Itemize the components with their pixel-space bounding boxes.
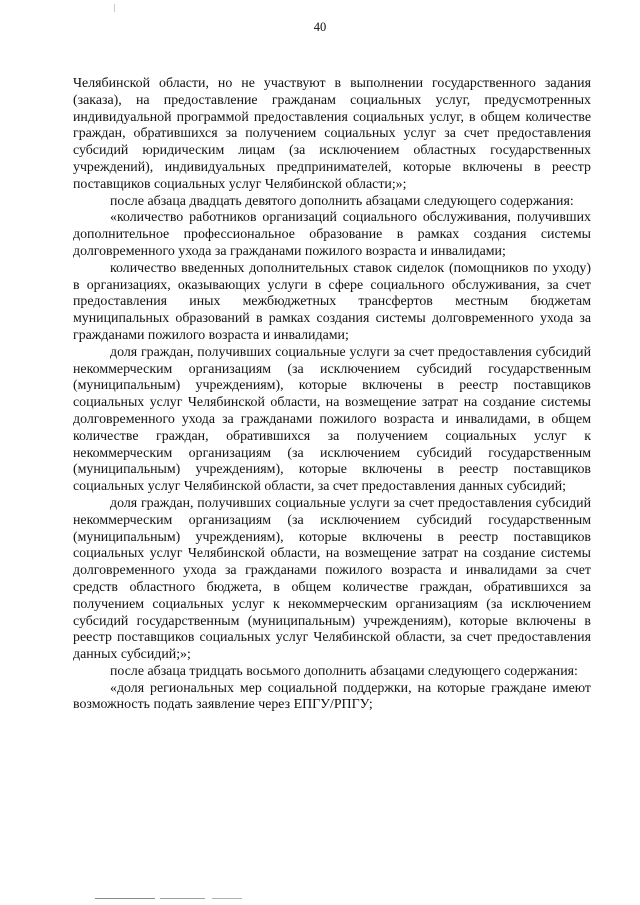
paragraph-amendment-instruction: после абзаца тридцать восьмого дополнить абзацами следующего содержания: xyxy=(110,663,578,679)
scan-mark xyxy=(114,4,115,12)
footer-scan-line xyxy=(160,898,205,899)
paragraph-indicator: количество введенных дополнительных ставок сиделок (помощников по уходу) в организациях, оказывающих услуги в сфере социального обслуживания, за счет предоставления иных межбюджетных трансфертов местным бюджетам муниципальных образований в рамках создания системы долговременного ухода за гражданами пожилого возраста и инвалидами; xyxy=(73,260,591,343)
page-number: 40 xyxy=(313,20,327,34)
paragraph-indicator: доля граждан, получивших социальные услуги за счет предоставления субсидий некоммерческим организациям (за исключением субсидий государственным (муниципальным) учреждениям), которые включены в реестр поставщиков социальных услуг Челябинской области, на возмещение затрат на создание системы долговременного ухода за гражданами пожилого возраста и инвалидами за счет средств областного бюджета, в общем количестве граждан, обратившихся за получением социальных услуг к некоммерческим организациям (за исключением субсидий государственным (муниципальным) учреждениям), которые включены в реестр поставщиков социальных услуг Челябинской области, за счет предоставления данных субсидий;»; xyxy=(73,495,591,663)
paragraph-continuation: Челябинской области, но не участвуют в выполнении государственного задания (заказа), на предоставление гражданам социальных услуг, предусмотренных индивидуальной программой предоставления социальных услуг, в общем количестве граждан, обратившихся за получением социальных услуг за счет предоставления субсидий юридическим лицам (за исключением областных государственных учреждений), индивидуальных предпринимателей, которые включены в реестр поставщиков социальных услуг Челябинской области;»; xyxy=(73,76,591,192)
paragraph-amendment-instruction: после абзаца двадцать девятого дополнить абзацами следующего содержания: xyxy=(110,193,574,209)
document-body xyxy=(73,76,591,714)
paragraph-indicator: «количество работников организаций социального обслуживания, получивших дополнительное профессиональное образование в рамках создания системы долговременного ухода за гражданами пожилого возраста и инвалидами; xyxy=(73,210,591,259)
paragraph-indicator: доля граждан, получивших социальные услуги за счет предоставления субсидий некоммерческим организациям (за исключением субсидий государственным (муниципальным) учреждениям), которые включены в реестр поставщиков социальных услуг Челябинской области, на возмещение затрат на создание системы долговременного ухода за гражданами пожилого возраста и инвалидами, в общем количестве граждан, обратившихся за получением социальных услуг к некоммерческим организациям (за исключением субсидий государственным (муниципальным) учреждениям), которые включены в реестр поставщиков социальных услуг Челябинской области, за счет предоставления данных субсидий; xyxy=(73,344,591,495)
paragraph-indicator: «доля региональных мер социальной поддержки, на которые граждане имеют возможность подать заявление через ЕПГУ/РПГУ; xyxy=(73,680,591,713)
footer-scan-line xyxy=(212,898,242,899)
footer-scan-line xyxy=(95,898,155,899)
